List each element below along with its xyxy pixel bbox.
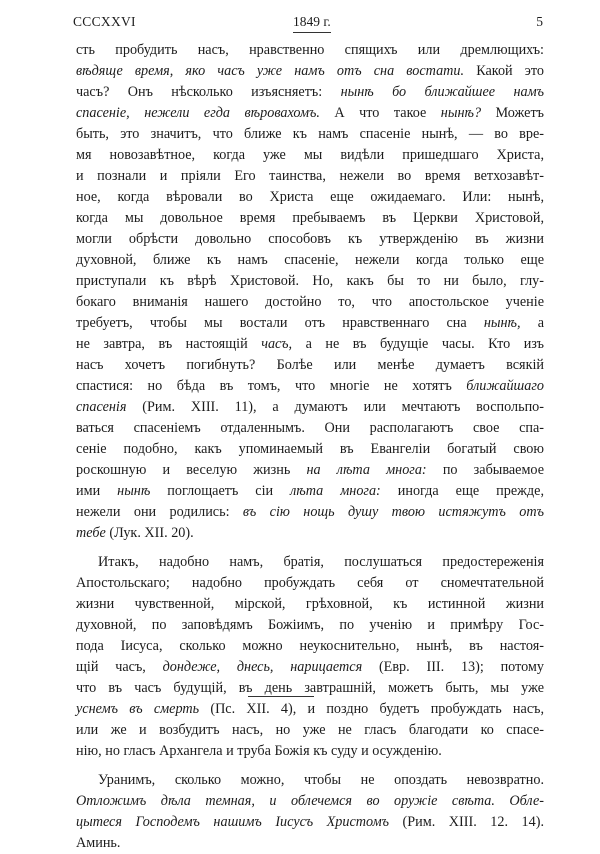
text-segment: А что такое xyxy=(319,105,441,121)
text-line xyxy=(76,292,544,313)
italic-text-segment: часъ, xyxy=(261,336,293,352)
text-segment: (Евр. III. 13); потому xyxy=(362,659,544,675)
text-line xyxy=(76,376,544,397)
text-segment: приступали къ вѣрѣ Христовой. Но, какъ бы то ни было, глу- xyxy=(76,273,544,289)
text-segment: мя новозавѣтное, когда уже мы видѣли пришедшаго Христа, xyxy=(76,147,544,163)
header-page-number: 5 xyxy=(536,14,543,29)
text-segment: духовной, по заповѣдямъ Божіимъ, по ученію и примѣру Гос- xyxy=(76,617,544,633)
text-segment: (Пс. XII. 4), и поздно будетъ пробуждать насъ, xyxy=(199,701,545,717)
text-segment: Какой это xyxy=(464,63,544,79)
paragraph xyxy=(76,770,544,854)
italic-text-segment: вѣдяще время, яко часъ уже намъ отъ сна востати. xyxy=(76,63,465,79)
text-line xyxy=(76,594,544,615)
text-line xyxy=(76,313,544,334)
text-segment: требуетъ, чтобы мы востали отъ нравственнаго сна xyxy=(76,315,484,331)
text-segment: (Рим. XIII. 11), а думаютъ или мечтаютъ воспольпо- xyxy=(126,399,544,415)
italic-text-segment: на лѣта многа: xyxy=(306,462,427,478)
text-segment: и познали и пріяли Его таинства, нежели во время ветхозавѣт- xyxy=(76,168,544,184)
text-segment: поглощаетъ сіи xyxy=(150,483,291,499)
italic-text-segment: дондеже, днесь, нарицается xyxy=(162,659,363,675)
text-line xyxy=(76,812,544,833)
text-segment: Можетъ xyxy=(481,105,544,121)
text-line xyxy=(76,61,544,82)
paragraph xyxy=(76,40,544,544)
text-line xyxy=(76,145,544,166)
text-line xyxy=(76,502,544,523)
text-line xyxy=(76,791,544,812)
text-line xyxy=(76,187,544,208)
text-segment: а не въ будущіе часы. Кто изъ xyxy=(292,336,544,352)
text-segment: по забываемое xyxy=(426,462,544,478)
text-line xyxy=(76,418,544,439)
text-segment: Аминь. xyxy=(76,835,121,851)
italic-text-segment: нынѣ? xyxy=(440,105,482,121)
text-segment: сеніе подобно, какъ упоминаемый въ Евангеліи богатый свою xyxy=(76,441,544,457)
text-segment: спастися: но бѣда въ томъ, что многіе не хотятъ xyxy=(76,378,467,394)
italic-text-segment: уснемъ въ смерть xyxy=(76,701,200,717)
text-segment: ими xyxy=(76,483,118,499)
italic-text-segment: нынѣ xyxy=(117,483,151,499)
text-line xyxy=(76,657,544,678)
text-segment: (Рим. XIII. 12. 14). xyxy=(389,814,544,830)
italic-text-segment: Отложимъ дѣла темная, и облечемся во оружіе свѣта. Обле- xyxy=(76,793,544,809)
text-segment: щій часъ, xyxy=(76,659,163,675)
text-line xyxy=(76,481,544,502)
text-segment: нію, но гласъ Архангела и труба Божія къ суду и осужденію. xyxy=(76,743,442,759)
text-segment: часъ? Онъ нѣсколько изъясняетъ: xyxy=(76,84,341,100)
text-line xyxy=(76,82,544,103)
text-line xyxy=(76,124,544,145)
text-segment: что въ часъ будущій, въ день завтрашній, можетъ быть, мы уже xyxy=(76,680,544,696)
text-segment: сть пробудить насъ, нравственно спящихъ или дремлющихъ: xyxy=(76,42,544,58)
text-segment: могли обрѣсти довольно способовъ къ утвержденію въ жизни xyxy=(76,231,544,247)
text-segment: Итакъ, надобно намъ, братія, послушаться предостереженія xyxy=(98,554,544,570)
text-segment: ное, когда вѣровали во Христа еще ожидаемаго. Или: нынѣ, xyxy=(76,189,544,205)
text-segment: нежели они родились: xyxy=(76,504,243,520)
text-segment: не завтра, въ настоящій xyxy=(76,336,262,352)
text-line xyxy=(76,523,544,544)
text-line xyxy=(76,397,544,418)
text-line xyxy=(76,229,544,250)
text-segment: духовной, ближе къ намъ спасеніе, нежели когда только еще xyxy=(76,252,544,268)
text-segment: быть, это значитъ, что ближе къ намъ спасеніе нынѣ, — во вре- xyxy=(76,126,544,142)
text-line xyxy=(76,552,544,573)
text-segment: а xyxy=(520,315,544,331)
text-line xyxy=(76,460,544,481)
italic-text-segment: спасеніе, нежели егда вѣровахомъ. xyxy=(76,105,320,121)
sermon-text xyxy=(76,40,544,854)
end-rule xyxy=(248,696,314,697)
text-line xyxy=(76,615,544,636)
italic-text-segment: лѣта многа: xyxy=(290,483,381,499)
text-segment: бокаго вниманія нашего достойно то, что апостольское ученіе xyxy=(76,294,544,310)
text-line xyxy=(76,573,544,594)
text-line xyxy=(76,208,544,229)
text-line xyxy=(76,741,544,762)
text-segment: (Лук. XII. 20). xyxy=(105,525,194,541)
text-segment: насъ хочетъ погибнуть? Болѣе или менѣе думаетъ всякій xyxy=(76,357,544,373)
italic-text-segment: ближайшаго xyxy=(466,378,544,394)
italic-text-segment: нынѣ, xyxy=(483,315,521,331)
text-line xyxy=(76,439,544,460)
italic-text-segment: цытеся Господемъ нашимъ Іисусъ Христомъ xyxy=(76,814,389,830)
text-segment: Уранимъ, сколько можно, чтобы не опоздать невозвратно. xyxy=(98,772,544,788)
text-line xyxy=(76,166,544,187)
italic-text-segment: тебе xyxy=(76,525,106,541)
text-line xyxy=(76,40,544,61)
text-line xyxy=(76,250,544,271)
text-line xyxy=(76,699,544,720)
text-segment: жизни чувственной, мірской, грѣховной, къ истинной жизни xyxy=(76,596,544,612)
text-line xyxy=(76,271,544,292)
text-line xyxy=(76,770,544,791)
text-line xyxy=(76,720,544,741)
text-segment: Апостольскаго; надобно пробуждать себя от сномечтательной xyxy=(76,575,544,591)
paragraph-gap xyxy=(76,544,544,552)
header-year: 1849 г. xyxy=(293,14,331,29)
text-segment: иногда еще прежде, xyxy=(380,483,544,499)
text-segment: или же и возбудитъ насъ, но уже не гласъ благодати ко спасе- xyxy=(76,722,544,738)
text-line xyxy=(76,636,544,657)
text-segment: пода Іисуса, сколько можно неукоснительно, нынѣ, въ настоя- xyxy=(76,638,544,654)
text-line xyxy=(76,103,544,124)
text-line xyxy=(76,355,544,376)
text-line xyxy=(76,334,544,355)
paragraph-gap xyxy=(76,762,544,770)
italic-text-segment: спасенія xyxy=(76,399,127,415)
text-segment: когда мы довольное время пребываемъ въ Церкви Христовой, xyxy=(76,210,544,226)
italic-text-segment: въ сію нощь душу твою истяжутъ отъ xyxy=(242,504,544,520)
text-segment: ваться спасеніемъ отдаленнымъ. Они располагаютъ свое спа- xyxy=(76,420,544,436)
running-header xyxy=(73,14,545,34)
text-line xyxy=(76,833,544,854)
paragraph xyxy=(76,552,544,762)
text-segment: роскошную и веселую жизнь xyxy=(76,462,307,478)
italic-text-segment: нынѣ бо ближайшее намъ xyxy=(340,84,545,100)
header-volume-number: CCCXXVI xyxy=(73,14,136,29)
